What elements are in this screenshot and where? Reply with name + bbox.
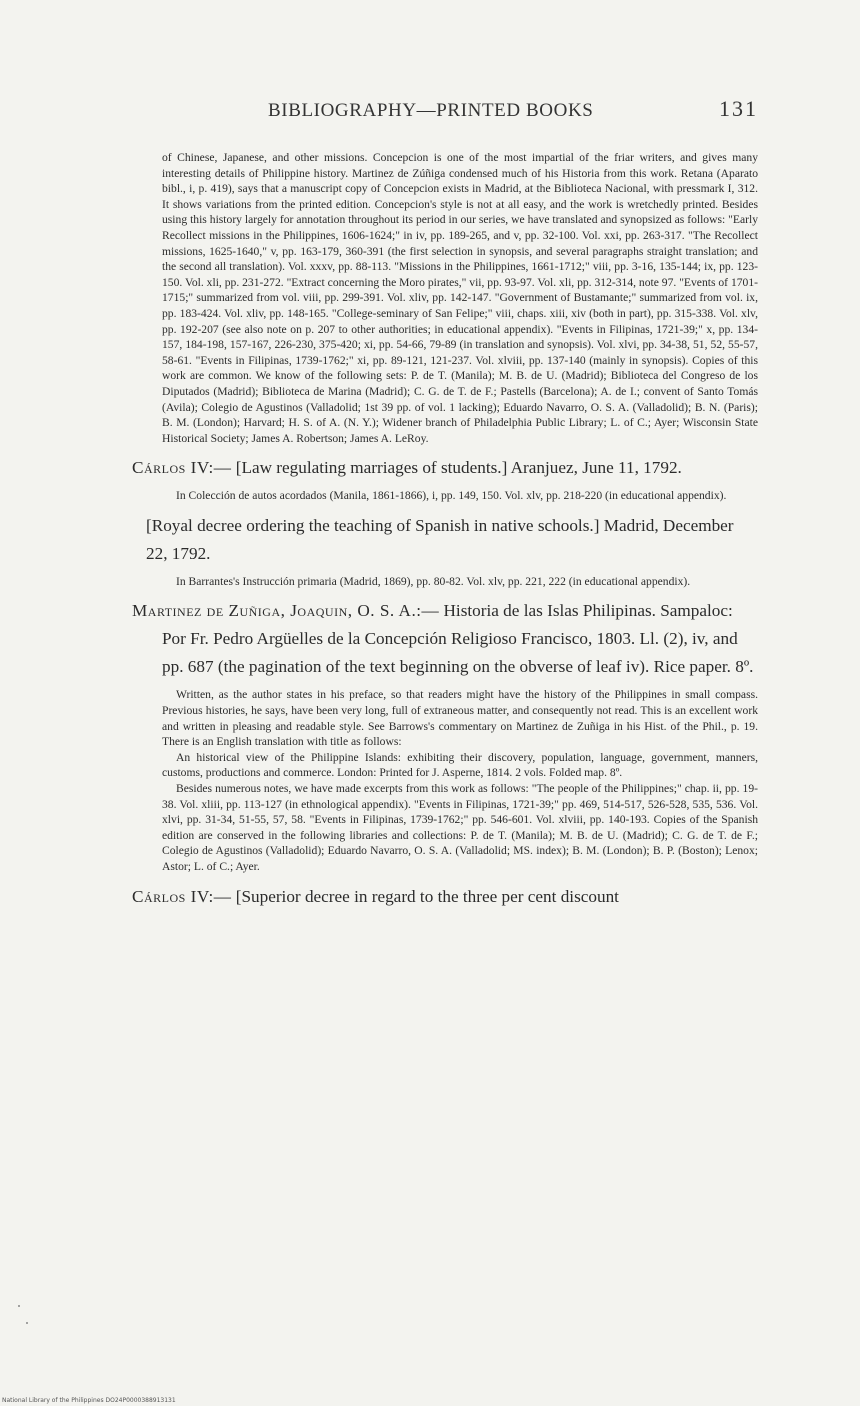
running-head: BIBLIOGRAPHY—PRINTED BOOKS (268, 100, 594, 121)
page-number: 131 (719, 96, 758, 121)
entry-royal-decree-spanish (146, 512, 758, 568)
page-body (132, 150, 758, 911)
entry-title: Historia de las Islas Philipinas. Sampaloc: Por Fr. Pedro Argüelles de la Concepción Religioso Francisco, 1803. Ll. (2), iv, and pp. 687 (the pagination of the text beginning on the obverse of leaf iv). Rice paper. 8º. (162, 601, 754, 677)
scan-footer: National Library of the Philippines DO24P0000388913131 (2, 1397, 176, 1404)
paragraph-concepcion-notes: of Chinese, Japanese, and other missions. Concepcion is one of the most impartial of the friar writers, and gives many interesting details of Philippine history. Martinez de Zúñiga condensed much of his Historia from this work. Retana (Aparato bibl., i, p. 419), says that a manuscript copy of Concepcion exists in Madrid, at the Biblioteca Nacional, with pressmark I, 312. It shows variations from the printed edition. Concepcion's style is not at all easy, and the work is wretchedly printed. Besides using this history largely for annotation throughout its period in our series, we have translated and synopsized as follows: "Early Recollect missions in the Philippines, 1606-1624;" in iv, pp. 189-265, and v, pp. 32-100. Vol. xxi, pp. 263-317. "The Recollect missions, 1625-1640," v, pp. 163-179, 360-391 (the first selection in synopsis, and several paragraphs straight translation; and the second all translation). Vol. xxxv, pp. 88-113. "Missions in the Philippines, 1661-1712;" viii, pp. 3-16, 135-144; ix, pp. 123-150. Vol. xli, pp. 231-272. "Extract concerning the Moro pirates," vii, pp. 93-97. Vol. xli, pp. 312-314, note 97. "Events of 1701-1715;" summarized from vol. viii, pp. 299-391. Vol. xliv, pp. 142-147. "Government of Bustamante;" summarized from vol. ix, pp. 183-424. Vol. xliv, pp. 148-165. "College-seminary of San Felipe;" viii, chaps. xiii, xiv (both in part), pp. 315-338. Vol. xlv, pp. 192-207 (see also note on p. 207 to other authorities; in educational appendix). "Events in Filipinas, 1721-39;" x, pp. 134-157, 184-198, 157-167, 226-230, 375-420; xi, pp. 54-66, 79-89 (in translation and synopsis). Vol. xlvi, pp. 34-38, 51, 52, 55-57, 58-61. "Events in Filipinas, 1739-1762;" xi, pp. 89-121, 121-237. Vol. xlviii, pp. 137-140 (mainly in synopsis). Copies of this work are common. We know of the following sets: P. de T. (Manila); M. B. de U. (Madrid); Biblioteca del Congreso de los Diputados (Madrid); Biblioteca de Marina (Madrid); C. G. de T. de F.; Pastells (Barcelona); A. de I.; convent of Santo Tomás (Avila); Colegio de Agustinos (Valladolid; 1st 39 pp. of vol. 1 lacking); Eduardo Navarro, O. S. A. (Valladolid); B. N. (Paris); B. M. (London); Harvard; H. S. of A. (N. Y.); Widener branch of Philadelphia Public Library; L. of C.; Ayer; Wisconsin State Historical Society; James A. Robertson; James A. LeRoy. (162, 151, 758, 445)
entry-title: [Superior decree in regard to the three per cent discount (235, 886, 619, 906)
entry-heading: Martinez de Zuñiga, Joaquin, O. S. A.:— (132, 601, 440, 621)
entry-heading: Cárlos IV:— (132, 458, 232, 478)
entry-note: In Colección de autos acordados (Manila, 1861-1866), i, pp. 149, 150. Vol. xlv, pp. 218-220 (in educational appendix). (176, 489, 727, 503)
entry-heading: Cárlos IV:— (132, 886, 232, 906)
speck-mark (26, 1322, 28, 1324)
entry-note: Written, as the author states in his preface, so that readers might have the history of the Philippines in small compass. Previous histories, he says, have been very long, full of extraneous matter, and consequently not read. This is an excellent work and written in pleasing and readable style. See Barrows's commentary on Martinez de Zuñiga in his Hist. of the Phil., p. 19. There is an English translation with title as follows: (162, 688, 758, 749)
entry-note: Besides numerous notes, we have made excerpts from this work as follows: "The people of the Philippines;" chap. ii, pp. 19-38. Vol. xliii, pp. 113-127 (in ethnological appendix). "Events in Filipinas, 1721-39;" pp. 469, 514-517, 526-528, 535, 536. Vol. xlvi, pp. 31-34, 51-55, 57, 58. "Events in Filipinas, 1739-1762;" pp. 546-601. Vol. xlviii, pp. 140-193. Copies of the Spanish edition are conserved in the following libraries and collections: P. de T. (Manila); M. B. de U. (Madrid); C. G. de T. de F.; Colegio de Agustinos (Valladolid); Eduardo Navarro, O. S. A. (Valladolid; MS. index); B. M. (London); B. P. (Boston); Lenox; Astor; L. of C.; Ayer. (162, 782, 758, 873)
speck-mark (18, 1305, 20, 1307)
entry-note: In Barrantes's Instrucción primaria (Madrid, 1869), pp. 80-82. Vol. xlv, pp. 221, 222 (in educational appendix). (176, 574, 691, 588)
page-header (268, 96, 758, 122)
entry-title: [Law regulating marriages of students.] Aranjuez, June 11, 1792. (235, 458, 682, 478)
entry-martinez-de-zuniga (132, 597, 758, 681)
entry-notes-block (162, 687, 758, 874)
entry-carlos-iv-marriages (132, 454, 758, 482)
entry-carlos-iv-discount (132, 883, 758, 911)
entry-title: [Royal decree ordering the teaching of Spanish in native schools.] Madrid, December 22, 1792. (146, 515, 734, 563)
entry-note: An historical view of the Philippine Islands: exhibiting their discovery, population, language, government, manners, customs, productions and commerce. London: Printed for J. Asperne, 1814. 2 vols. Folded map. 8º. (162, 750, 758, 780)
